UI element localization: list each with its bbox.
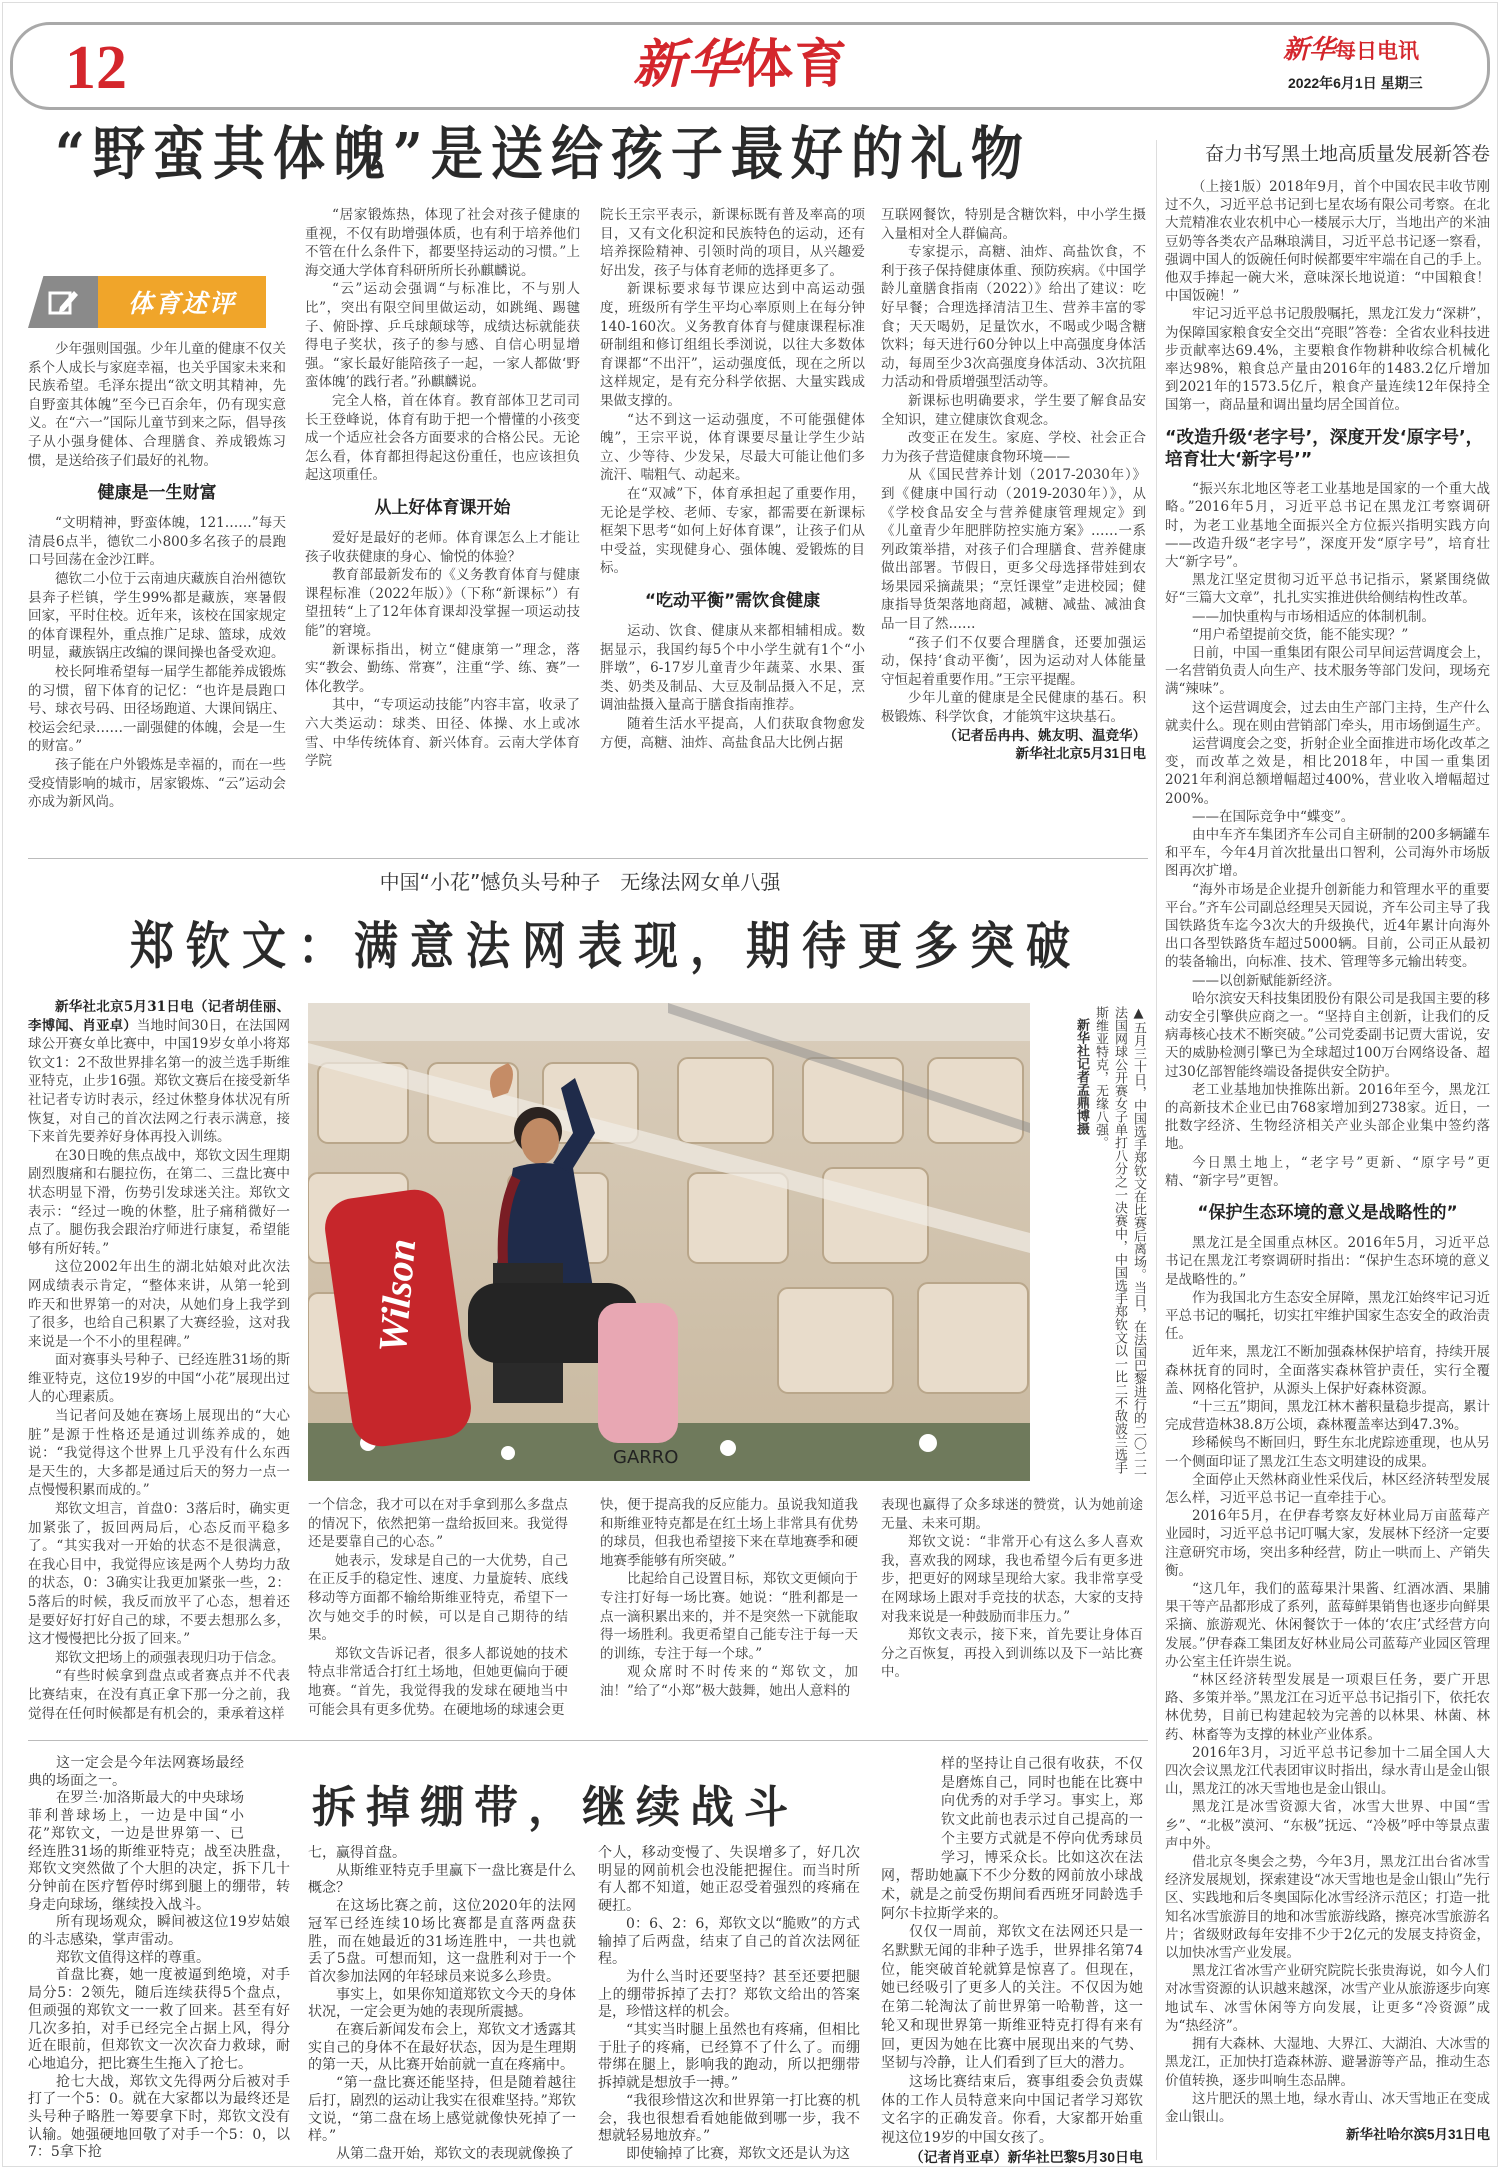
paragraph: “孩子们不仅要合理膳食，还要加强运动，保持‘食动平衡’，因为运动对人体能量守恒起着重要作用。”王宗平提醒。 — [881, 634, 1146, 688]
paragraph: “第一盘比赛还能坚持，但是随着越往后打，剧烈的运动让我实在很难坚持。”郑钦文说，“第二盘在场上感觉就像快死掉了一样。” — [308, 2075, 576, 2145]
paragraph: 在这场比赛之前，这位2020年的法网冠军已经连续10场比赛都是直落两盘获胜，而在她最近的31场连胜中，一共也就丢了5盘。可想而知，这一盘胜利对于一个首次参加法网的年轻球员来说多么珍贵。 — [308, 1898, 576, 1985]
paragraph: 这一定会是今年法网赛场最经典的场面之一。 — [28, 1755, 244, 1789]
paragraph: 这个运营调度会，过去由生产部门主持，生产什么就卖什么。现在则由营销部门牵头，用市场倒逼生产。 — [1165, 699, 1490, 734]
paragraph: 黑龙江坚定贯彻习近平总书记指示，紧紧围绕做好“三篇大文章”，扎扎实实推进供给侧结构性改革。 — [1165, 572, 1490, 607]
paragraph: 全面停止天然林商业性采伐后，林区经济转型发展怎么样，习近平总书记一直牵挂于心。 — [1165, 1471, 1490, 1506]
photo-caption — [1036, 1006, 1148, 1484]
paragraph: 个人，移动变慢了、失误增多了，好几次明显的网前机会也没能把握住。而当时所有人都不知道，她正忍受着强烈的疼痛在硬扛。 — [598, 1845, 860, 1915]
paragraph: 样的坚持让自己很有收获，不仅是磨炼自己，同时也能在比赛中向优秀的对手学习。事实上，郑钦文此前也表示过自己提高的一个主要方式就是不停向优秀球员学习，博采众长。比如这次在法网，帮助她赢下不少分数的网前放小球战术，就是之前受伤期间看西班牙同龄选手阿尔卡拉斯学来的。 — [881, 1756, 1143, 1922]
paragraph: 近年来，黑龙江不断加强森林保护培育，持续开展森林抚育的同时，全面落实森林管护责任，实行全覆盖、网格化管护，从源头上保护好森林资源。 — [1165, 1344, 1490, 1397]
paragraph: 从《国民营养计划（2017-2030年）》到《健康中国行动（2019-2030年）》，从《学校食品安全与营养健康管理规定》到《儿童青少年肥胖防控实施方案》……一系列政策举措，对孩子们合理膳食、营养健康做出部署。节假日，更多父母选择带娃到农场果园采摘蔬果；“烹饪课堂”走进校园；健康指导货架落地商超，减糖、减盐、减油食品一目了然…… — [881, 467, 1146, 633]
paragraph: 爱好是最好的老师。体育课怎么上才能让孩子收获健康的身心、愉悦的体验？ — [305, 530, 580, 565]
paper-name-rest: 每日电讯 — [1335, 38, 1420, 63]
paragraph: 为什么当时还要坚持？甚至还要把腿上的绷带拆掉了去打？郑钦文给出的答案是，珍惜这样的机会。 — [598, 1968, 860, 2021]
paragraph: “海外市场是企业提升创新能力和管理水平的重要平台。”齐车公司副总经理吴天园说，齐车公司主导了我国铁路货车迄今3次大的升级换代，近4年累计向海外出口各型铁路货车超过5000辆。目前，公司正从最初的装备输出，向标准、技术、管理等多元输出转变。 — [1165, 881, 1490, 971]
paragraph: 教育部最新发布的《义务教育体育与健康课程标准（2022年版）》（下称“新课标”）有望扭转“上了12年体育课却没掌握一项运动技能”的窘境。 — [305, 567, 580, 639]
byline: 新华社哈尔滨5月31日电 — [1345, 2127, 1490, 2143]
paragraph: 校长阿堆希望每一届学生都能养成锻炼的习惯，留下体育的记忆：“也许是晨跑口号、球衣号码、田径场跑道、大课间锅庄、校运会纪录……一副强健的体魄，会是一生的财富。” — [28, 664, 286, 755]
paragraph: 专家提示，高糖、油炸、高盐饮食，不利于孩子保持健康体重、预防疾病。《中国学龄儿童膳食指南（2022）》给出了建议：吃好早餐；合理选择清洁卫生、营养丰富的零食；天天喝奶，足量饮水，不喝或少喝含糖饮料；每天进行60分钟以上中高强度身体活动，每周至少3次高强度身体活动、3次抗阻力活动和骨质增强型活动等。 — [881, 244, 1146, 391]
byline: （记者肖亚卓）新华社巴黎5月30日电 — [909, 2148, 1143, 2165]
paragraph: 互联网餐饮，特别是含糖饮料，中小学生摄入量相对全人群偏高。 — [881, 207, 1146, 242]
paragraph: “居家锻炼热，体现了社会对孩子健康的重视，不仅有助增强体质，也有利于培养他们不管在什么条件下，都要坚持运动的习惯。”上海交通大学体育科研所所长孙麒麟说。 — [305, 207, 580, 279]
paragraph: 表现也赢得了众多球迷的赞赏，认为她前途无量、未来可期。 — [881, 1497, 1143, 1532]
subheading: 健康是一生财富 — [97, 483, 217, 504]
paragraph: 黑龙江是冰雪资源大省，冰雪大世界、中国“雪乡”、“北极”漠河、“东极”抚远、“冷极”呼中等景点蜚声中外。 — [1165, 1799, 1490, 1852]
paragraph: 德钦二小位于云南迪庆藏族自治州德钦县奔子栏镇，学生99%都是藏族，寒暑假回家，平时住校。近年来，该校在国家规定的体育课程外，重点推广足球、篮球，成效明显，藏族锅庄改编的课间操也备受欢迎。 — [28, 571, 286, 662]
column-divider — [1156, 140, 1157, 2160]
paragraph: 郑钦文表示，接下来，首先要让身体百分之百恢复，再投入到训练以及下一站比赛中。 — [881, 1627, 1143, 1681]
paragraph: 郑钦文把场上的顽强表现归功于信念。 — [55, 1649, 285, 1666]
paragraph: 从斯维亚特克手里赢下一盘比赛是什么概念？ — [308, 1862, 576, 1897]
paragraph: “其实当时腿上虽然也有疼痛，但相比于肚子的疼痛，已经算不了什么了。而绷带绑在腿上，影响我的跑动，所以把绷带拆掉就是想放手一搏。” — [598, 2022, 860, 2092]
bottom-article-column-1 — [28, 1755, 290, 2165]
paragraph: 完全人格，首在体育。教育部体卫艺司司长王登峰说，体育有助于把一个懵懂的小孩变成一个适应社会各方面要求的合格公民。无论怎么看，体育都担得起这份重任，也应该担负起这项重任。 — [305, 392, 580, 484]
photo-credit: 新华社记者孟鼎博摄 — [1074, 1018, 1089, 1135]
tennis-player-photo — [308, 1003, 1030, 1481]
paragraph: 事实上，如果你知道郑钦文今天的身体状况，一定会更为她的表现所震撼。 — [308, 1986, 576, 2021]
paragraph: 孩子能在户外锻炼是幸福的，而在一些受疫情影响的城市，居家锻炼、“云”运动会亦成为新风尚。 — [28, 756, 286, 811]
paragraph: 所有现场观众，瞬间被这位19岁姑娘的斗志感染，掌声雷动。 — [28, 1914, 290, 1949]
paragraph: 新课标也明确要求，学生要了解食品安全知识，建立健康饮食观念。 — [881, 392, 1146, 428]
page-number: 12 — [65, 34, 127, 102]
paragraph: 作为我国北方生态安全屏障，黑龙江始终牢记习近平总书记的嘱托，切实扛牢维护国家生态安全的政治责任。 — [1165, 1289, 1490, 1343]
paragraph: “云”运动会强调“与标准比，不与别人比”，突出有限空间里做运动，如跳绳、踢毽子、俯卧撑、乒乓球颠球等，成绩达标就能获得电子奖状，孩子的参与感、自信心明显增强。“家长最好能陪孩子一起，一家人都做‘野蛮体魄’的践行者。”孙麒麟说。 — [305, 281, 580, 391]
paragraph: 院长王宗平表示，新课标既有普及率高的项目，又有文化积淀和民族特色的运动，还有培养探险精神、引领时尚的项目，从兴趣爱好出发，孩子与体育老师的选择更多了。 — [600, 207, 865, 279]
subheading: “保护生态环境的意义是战略性的” — [1197, 1203, 1458, 1224]
top-headline: “野蛮其体魄”是送给孩子最好的礼物 — [55, 120, 1031, 188]
paragraph: 日前，中国一重集团有限公司早间运营调度会上，一名营销负责人向生产、技术服务等部门发问，现场充满“辣味”。 — [1165, 644, 1490, 698]
paragraph: 由中车齐车集团齐车公司自主研制的200多辆罐车和平车，今年4月首次批量出口智利，公司海外市场版图再次扩增。 — [1165, 827, 1490, 880]
middle-article-column-1 — [28, 998, 290, 1730]
pencil-note-icon — [28, 276, 98, 328]
paragraph: 在赛后新闻发布会上，郑钦文才透露其实自己的身体不在最好状态，因为是生理期的第一天，从比赛开始前就一直在疼痛中。 — [308, 2022, 576, 2074]
paragraph: 郑钦文告诉记者，很多人都说她的技术特点非常适合打红土场地，但她更偏向于硬地赛。“首先，我觉得我的发球在硬地当中可能会具有更多优势。在硬地场的球速会更 — [308, 1645, 568, 1718]
paragraph: 其中，“专项运动技能”内容丰富，收录了六大类运动：球类、田径、体操、水上或冰雪、中华传统体育、新兴体育。云南大学体育学院 — [305, 697, 580, 770]
paragraph: 改变正在发生。家庭、学校、社会正合力为孩子营造健康食物环境—— — [881, 430, 1146, 465]
bottom-article-column-4 — [881, 1755, 1143, 2165]
byline: 新华社北京5月31日电 — [1015, 746, 1146, 762]
paragraph: 少年儿童的健康是全民健康的基石。积极锻炼、科学饮食，才能筑牢这块基石。 — [881, 690, 1146, 726]
paragraph: 今日黑土地上，“老字号”更新、“原字号”更精、“新字号”更智。 — [1165, 1154, 1490, 1189]
paragraph: 面对赛事头号种子、已经连胜31场的斯维亚特克，这位19岁的中国“小花”展现出过人的心理素质。 — [28, 1352, 290, 1406]
paragraph: 首盘比赛，她一度被逼到绝境，对手局分5：2领先，随后连续获得5个盘点，但顽强的郑钦文一一救了回来。甚至有好几次多拍，对手已经完全占据上风，得分近在眼前，但郑钦文一次次奋力救球，耐心地追分，把比赛生生拖入了抢七。 — [28, 1967, 290, 2072]
paragraph: “十三五”期间，黑龙江林木蓄积量稳步提高，累计完成营造林38.8万公顷，森林覆盖率达到47.3%。 — [1165, 1398, 1490, 1434]
paragraph: 新课标指出，树立“健康第一”理念，落实“教会、勤练、常赛”，注重“学、练、赛”一体化教学。 — [305, 641, 580, 695]
paragraph: 新课标要求每节课应达到中高运动强度，班级所有学生平均心率原则上在每分钟140-160次。义务教育体育与健康课程标准研制组和修订组组长季浏说，以往大多数体育课都“不出汗”，运动强度低，现在之所以这样规定，是有充分科学依据、大量实践成果做支撑的。 — [600, 281, 865, 409]
bottom-headline: 拆掉绷带，继续战斗 — [312, 1782, 798, 1833]
masthead — [10, 22, 1490, 110]
section-divider — [28, 858, 1148, 859]
paragraph: 在“双减”下，体育承担起了重要作用，无论是学校、老师、专家，都需要在新课标框架下思考“如何上好体育课”，让孩子们从中受益，实现健身心、强体魄、爱锻炼的目标。 — [600, 485, 865, 577]
paragraph: 随着生活水平提高，人们获取食物愈发方便，高糖、油炸、高盐食品大比例占据 — [600, 715, 865, 751]
paragraph: ——在国际竞争中“蝶变”。 — [1192, 808, 1355, 825]
photo-caption-text: ▲五月三十日，中国选手郑钦文在比赛后离场。当日，在法国巴黎进行的二〇二二法国网球公开赛女子单打八分之一决赛中，中国选手郑钦文以一比二不敌波兰选手斯维亚特克，无缘八强。 — [1093, 1006, 1146, 1476]
paragraph: 郑钦文说：“非常开心有这么多人喜欢我，喜欢我的网球，我也希望今后有更多进步，把更好的网球呈现给大家。我非常享受在网球场上跟对手竞技的状态，大家的支持对我来说是一种鼓励而非压力。” — [881, 1534, 1143, 1625]
top-article-column-1 — [28, 340, 286, 845]
section-divider — [28, 1740, 1148, 1741]
middle-headline: 郑钦文：满意法网表现，期待更多突破 — [130, 917, 1082, 977]
issue-date: 2022年6月1日 星期三 — [1288, 75, 1423, 91]
paragraph: 比起给自己设置目标，郑钦文更倾向于专注打好每一场比赛。她说：“胜利都是一点一滴积累出来的，并不是突然一下就能取得一场胜利。我更希望自己能专注于每一天的训练，专注于每一个球。” — [600, 1571, 858, 1662]
dateline: 新华社北京5月31日电（记者胡佳丽、李博闻、肖亚卓） — [28, 999, 290, 1034]
paragraph: 珍稀候鸟不断回归，野生东北虎踪迹重现，也从另一个侧面印证了黑龙江生态文明建设的成果。 — [1165, 1435, 1490, 1470]
paragraph: ——以创新赋能新经济。 — [1192, 972, 1341, 989]
paragraph: “振兴东北地区等老工业基地是国家的一个重大战略。”2016年5月，习近平总书记在黑龙江考察调研时，为老工业基地全面振兴全方位振兴指明实践方向——改造升级“老字号”，深度开发“原字号”，培育壮大“新字号”。 — [1165, 481, 1490, 570]
right-article-body — [1165, 178, 1490, 2163]
paper-name — [1283, 37, 1419, 63]
section-name: 体育 — [741, 34, 850, 95]
paragraph: （上接1版）2018年9月，首个中国农民丰收节刚过不久，习近平总书记到七星农场有限公司考察。在北大荒精准农业农机中心一楼展示大厅，当地出产的米油豆奶等各类农产品琳琅满目，习近平总书记逐一察看，强调中国人的饭碗任何时候都要牢牢端在自己的手上。他双手捧起一碗大米，意味深长地说道：“中国粮食！中国饭碗！” — [1165, 179, 1490, 305]
paragraph: 七，赢得首盘。 — [308, 1845, 406, 1861]
paragraph: 运动、饮食、健康从来都相辅相成。数据显示，我国约每5个中小学生就有1个“小胖墩”，6-17岁儿童青少年蔬菜、水果、蛋类、奶类及制品、大豆及制品摄入不足，烹调油盐摄入量高于膳食指南推荐。 — [600, 622, 865, 714]
shirt-text: GARRO — [613, 1447, 679, 1468]
paragraph: 她表示，发球是自己的一大优势，自己在正反手的稳定性、速度、力量旋转、底线移动等方面都不输给斯维亚特克，希望下一次与她交手的时候，可以是自己期待的结果。 — [308, 1552, 568, 1644]
paragraph: 哈尔滨安天科技集团股份有限公司是我国主要的移动安全引擎供应商之一。“坚持自主创新，让我们的反病毒核心技术不断突破。”公司党委副书记贾大雷说，安天的威胁检测引擎已为全球超过100万台网络设备、超过30亿部智能终端设备提供安全防护。 — [1165, 990, 1490, 1080]
paragraph: 从第二盘开始，郑钦文的表现就像换了 — [336, 2145, 574, 2162]
subheading: “吃动平衡”需饮食健康 — [644, 590, 821, 611]
right-article-title: 奋力书写黑土地高质量发展新答卷 — [1204, 143, 1490, 165]
bottom-article-column-2 — [308, 1845, 576, 2165]
paragraph: 在30日晚的焦点战中，郑钦文因生理期剧烈腹痛和右腿拉伤，在第二、三盘比赛中状态明显下滑，伤势引发球迷关注。郑钦文表示：“经过一晚的休整，肚子痛稍微好一点了。腿伤我会跟治疗师进行康复，希望能够有所好转。” — [28, 1147, 290, 1257]
paragraph: 抢七大战，郑钦文先得两分后被对手打了一个5：0。就在大家都以为最终还是头号种子略胜一筹要拿下时，郑钦文没有认输。她强硬地回敬了对手一个5：0，以7：5拿下抢 — [28, 2073, 290, 2161]
paragraph: 一个信念，我才可以在对手拿到那么多盘点的情况下，依然把第一盘给扳回来。我觉得还是要靠自己的心态。” — [308, 1497, 568, 1551]
paragraph: “达不到这一运动强度，不可能强健体魄”，王宗平说，体育课要尽量让学生少站立、少等待、少发呆，尽最大可能让他们多流汗、喘粗气、动起来。 — [600, 411, 865, 484]
paragraph: 即使输掉了比赛，郑钦文还是认为这 — [626, 2145, 850, 2162]
bag-logo: Wilson — [369, 1236, 425, 1355]
commentary-badge — [28, 276, 266, 328]
paragraph: 这位2002年出生的湖北姑娘对此次法网成绩表示肯定，“整体来讲，从第一轮到昨天和世界第一的对决，从她们身上我学到了很多，也给自己积累了大赛经验，这对我来说是一个不小的里程碑。” — [28, 1259, 290, 1350]
paragraph: 拥有大森林、大湿地、大界江、大湖泊、大冰雪的黑龙江，正加快打造森林游、避暑游等产品，推动生态价值转换，逐步叫响生态品牌。 — [1165, 2036, 1490, 2089]
paragraph: 牢记习近平总书记殷殷嘱托，黑龙江发力“深耕”，为保障国家粮食安全交出“亮眼”答卷：全省农业科技进步贡献率达69.4%，主要粮食作物耕种收综合机械化率达98%，粮食总产量由2016年的1483.2亿斤增加到2021年的1573.5亿斤，粮食产量连续12年保持全国第一，商品量和调出量均居全国首位。 — [1165, 306, 1490, 414]
bottom-article-column-3 — [598, 1845, 860, 2165]
badge-label: 体育述评 — [98, 276, 266, 328]
subheading: 从上好体育课开始 — [374, 497, 511, 518]
paragraph: 2016年5月，在伊春考察友好林业局万亩蓝莓产业园时，习近平总书记叮嘱大家，发展林下经济一定要注意研究市场，突出多种经营，防止一哄而上、产销失衡。 — [1165, 1508, 1490, 1579]
middle-article-column-2 — [308, 1496, 568, 1732]
paragraph: “林区经济转型发展是一项艰巨任务，要广开思路、多策并举。”黑龙江在习近平总书记指引下，依托农林优势，目前已构建起较为完善的以林果、林菌、林药、林畜等为支撑的林业产业体系。 — [1165, 1672, 1490, 1743]
paragraph: 仅仅一周前，郑钦文在法网还只是一名默默无闻的非种子选手，世界排名第74位，能突破首轮就算是惊喜了。但现在，她已经吸引了更多人的关注。不仅因为她在第二轮淘汰了前世界第一哈勒普，这一轮又和现世界第一斯维亚特克打得有来有回，更因为她在比赛中展现出来的气势、坚韧与冷静，让人们看到了巨大的潜力。 — [881, 1924, 1143, 2072]
middle-article-column-4 — [881, 1496, 1143, 1732]
paragraph: “我很珍惜这次和世界第一打比赛的机会，我也很想看看她能做到哪一步，我不想就轻易地放弃。” — [598, 2092, 860, 2145]
paragraph: 老工业基地加快推陈出新。2016年至今，黑龙江的高新技术企业已由768家增加到2738家。近日，一批数字经济、生物经济相关产业头部企业集中签约落地。 — [1165, 1081, 1490, 1153]
paragraph: “文明精神，野蛮体魄，121……”每天清晨6点半，德钦二小800多名孩子的晨跑口号回荡在金沙江畔。 — [28, 515, 286, 569]
section-title — [633, 34, 850, 95]
paragraph: 0：6、2：6，郑钦文以“脆败”的方式输掉了后两盘，结束了自己的首次法网征程。 — [598, 1915, 860, 1968]
paragraph: ——加快重构与市场相适应的体制机制。 — [1192, 608, 1435, 625]
byline: （记者岳冉冉、姚友明、温竞华） — [943, 727, 1146, 743]
top-article-column-3 — [600, 206, 865, 846]
paragraph: 这片肥沃的黑土地，绿水青山、冰天雪地正在变成金山银山。 — [1165, 2090, 1490, 2125]
paragraph: 少年强则国强。少年儿童的健康不仅关系个人成长与家庭幸福，也关乎国家未来和民族希望。毛泽东提出“欲文明其精神，先自野蛮其体魄”至今已百余年，仍有现实意义。在“六一”国际儿童节到来之际，倡导孩子从小强身健体、合理膳食、养成锻炼习惯，是送给孩子们最好的礼物。 — [28, 341, 286, 469]
paragraph: 郑钦文坦言，首盘0：3落后时，确实更加紧张了，扳回两局后，心态反而平稳多了。“其实我对一开始的状态不是很满意，在我心目中，我觉得应该是两个人势均力敌的状态，0：3确实让我更加紧张一些，2：5落后的时候，我反而放平了心态，想着还是要好好打好自己的球，不要去想那么多，这才慢慢把比分扳了回来。” — [28, 1501, 290, 1648]
paragraph: 观众席时不时传来的“郑钦文，加油！”给了“小郑”极大鼓舞，她出人意料的 — [600, 1664, 858, 1699]
middle-subheadline: 中国“小花”憾负头号种子 无缘法网女单八强 — [379, 870, 781, 894]
paragraph: 黑龙江是全国重点林区。2016年5月，习近平总书记在黑龙江考察调研时指出：“保护生态环境的意义是战略性的。” — [1165, 1235, 1490, 1288]
top-article-column-4 — [881, 206, 1146, 846]
paragraph: 借北京冬奥会之势，今年3月，黑龙江出台省冰雪经济发展规划，探索建设“冰天雪地也是金山银山”先行区、实践地和后冬奥国际化冰雪经济示范区；打造一批知名冰雪旅游目的地和冰雪旅游线路，擦亮冰雪旅游名片；省级财政每年安排不少于2亿元的发展支持资金，以加快冰雪产业发展。 — [1165, 1854, 1490, 1962]
paragraph: “有些时候拿到盘点或者赛点并不代表比赛结束，在没有真正拿下那一分之前，我觉得在任何时候都是有机会的，秉承着这样 — [28, 1668, 290, 1722]
paper-logo-xinhua: 新华 — [1283, 35, 1336, 65]
paragraph: “这几年，我们的蓝莓果汁果酱、红酒冰酒、果脯果干等产品都形成了系列，蓝莓鲜果销售也逐步向鲜果采摘、旅游观光、休闲餐饮于一体的‘农庄’式经营方向发展。”伊春森工集团友好林业局公司蓝莓产业园区管理办公室主任许崇生说。 — [1165, 1581, 1490, 1670]
paragraph: 当记者问及她在赛场上展现出的“大心脏”是源于性格还是通过训练养成的，她说：“我觉得这个世界上几乎没有什么东西是天生的，大多都是通过后天的努力一点一点慢慢积累而成的。” — [28, 1408, 290, 1499]
paragraph — [28, 998, 290, 1147]
paragraph: 2016年3月，习近平总书记参加十二届全国人大四次会议黑龙江代表团审议时指出，绿水青山是金山银山，黑龙江的冰天雪地也是金山银山。 — [1165, 1744, 1490, 1798]
top-article-column-2 — [305, 206, 580, 846]
paragraph: 运营调度会之变，折射企业全面推进市场化改革之变，而改革之效是，相比2018年，中国一重集团2021年利润总额增幅超过400%，营业收入增幅超过200%。 — [1165, 735, 1490, 807]
paragraph: 郑钦文值得这样的尊重。 — [56, 1949, 210, 1966]
paragraph: 这场比赛结束后，赛事组委会负责媒体的工作人员特意来向中国记者学习郑钦文名字的正确发音。你看，大家都开始重视这位19岁的中国女孩了。 — [881, 2073, 1143, 2147]
paragraph: 黑龙江省冰雪产业研究院院长张贵海说，如今人们对冰雪资源的认识越来越深，冰雪产业从旅游逐步向寒地试车、冰雪休闲等方向发展，让更多“冷资源”成为“热经济”。 — [1165, 1963, 1490, 2034]
paragraph-text: 当地时间30日，在法国网球公开赛女单比赛中，中国19岁女单小将郑钦文1：2不敌世界排名第一的波兰选手斯维亚特克，止步16强。郑钦文赛后在接受新华社记者专访时表示，经过休整身体状况有所恢复，对自己的首次法网之行表示满意，接下来首先要养好身体再投入训练。 — [28, 1017, 290, 1146]
section-logo-xinhua: 新华 — [633, 34, 742, 95]
middle-article-column-3 — [600, 1496, 858, 1732]
paragraph: 快，便于提高我的反应能力。虽说我知道我和斯维亚特克都是在红土场上非常具有优势的球员，但我也希望接下来在草地赛季和硬地赛季能够有所突破。” — [600, 1497, 858, 1569]
subheading: “改造升级‘老字号’，深度开发‘原字号’，培育壮大‘新字号’” — [1165, 427, 1484, 471]
paragraph: “用户希望提前交货，能不能实现？” — [1192, 626, 1409, 643]
paragraph: 在罗兰·加洛斯最大的中央球场菲利普球场上，一边是中国“小花”郑钦文，一边是世界第一、已经连胜31场的斯维亚特克；战至决胜盘，郑钦文突然做了个大胆的决定，拆下几十分钟前在医疗暂停时绑到腿上的绷带，转身走向球场，继续投入战斗。 — [28, 1790, 290, 1913]
